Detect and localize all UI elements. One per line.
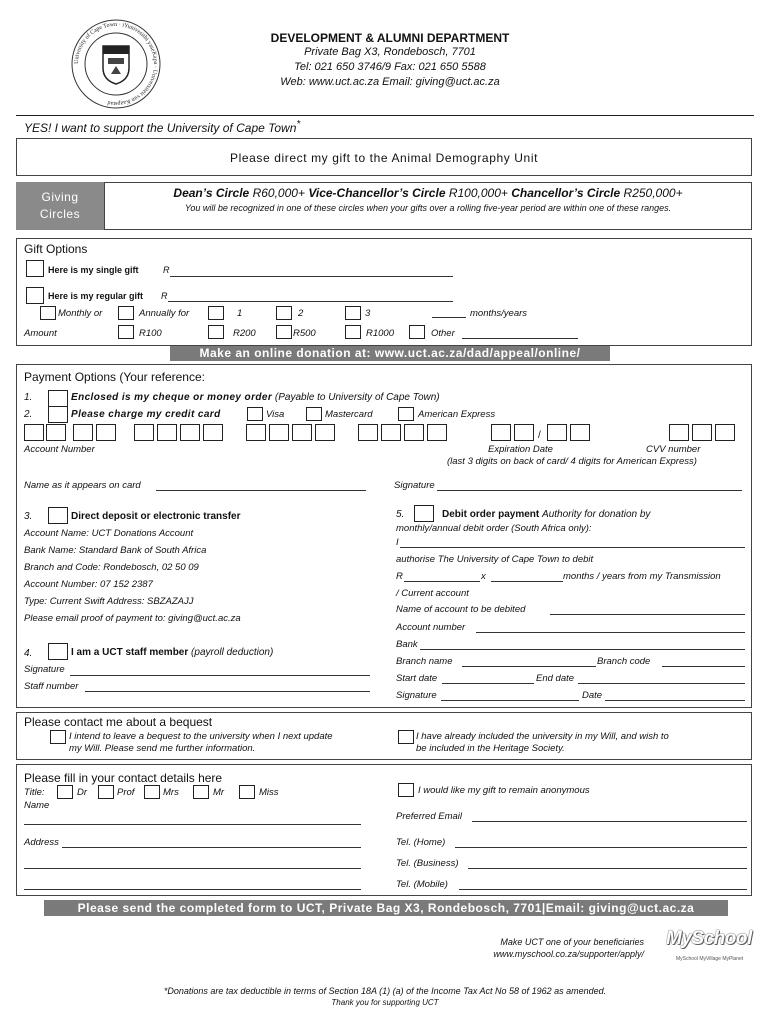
bank-line[interactable] [420,649,745,650]
card-digit[interactable] [358,424,378,441]
mr-label: Mr [213,787,225,798]
branch-code-label: Branch code [597,656,651,667]
giving-label [16,182,104,230]
current-account: / Current account [396,588,469,599]
r500-label: R500 [293,328,316,339]
bequest-included-checkbox[interactable] [398,730,414,744]
single-amount-line[interactable] [170,276,453,277]
card-signature-line[interactable] [437,490,742,491]
anonymous-checkbox[interactable] [398,783,414,797]
debit-signature-line[interactable] [441,700,579,701]
card-digit[interactable] [315,424,335,441]
myschool-line-2: www.myschool.co.za/supporter/apply/ [493,949,644,959]
dean-amount: R60,000+ [252,186,305,200]
years-2-label: 2 [298,308,304,319]
bank-name: Bank Name: Standard Bank of South Africa [24,545,207,556]
end-date-line[interactable] [578,683,745,684]
account-number-label: Account Number [24,444,95,455]
contact-title: Please fill in your contact details here [24,771,223,785]
credit-card-label: Please charge my credit card [71,409,221,420]
debit-x: x [481,571,486,582]
amex-label: American Express [418,409,496,420]
bequest-title: Please contact me about a bequest [24,715,213,729]
visa-label: Visa [266,409,285,420]
giving-label-1: Giving [41,190,79,204]
address-line-2[interactable] [24,868,361,869]
card-digit[interactable] [24,424,44,441]
title-label: Title: [24,787,45,798]
prof-label: Prof [117,787,135,798]
staff-signature-line[interactable] [70,675,370,676]
chancellor-circle: Chancellor’s Circle [511,186,621,200]
address-line-1[interactable] [62,847,361,848]
monthly-label: Monthly or [58,308,103,319]
branch-name-label: Branch name [396,656,453,667]
staff-number-label: Staff number [24,681,79,692]
bequest-included-2: be included in the Heritage Society. [416,743,565,754]
yes-text: YES! I want to support the University of Cape Town [24,121,297,135]
staff-checkbox[interactable] [48,643,68,660]
mastercard-checkbox[interactable] [306,407,322,421]
giving-label-2: Circles [39,207,81,221]
regular-gift-label: Here is my regular gift [48,291,144,301]
staff-signature-label: Signature [24,664,65,675]
anonymous-label: I would like my gift to remain anonymous [418,785,590,796]
branch-code: Branch and Code: Rondebosch, 02 50 09 [24,562,199,573]
card-digit[interactable] [73,424,93,441]
cheque-label: Enclosed is my cheque or money order [71,392,273,403]
single-gift-label: Here is my single gift [48,265,139,275]
debit-account-number-line[interactable] [476,632,745,633]
r1000-checkbox[interactable] [345,325,361,339]
debit-account-number-label: Account number [396,622,466,633]
chancellor-amount: R250,000+ [623,186,683,200]
email-label: Preferred Email [396,811,462,822]
address-line-3[interactable] [24,889,361,890]
other-amount-line[interactable] [462,338,578,339]
card-digit[interactable] [246,424,266,441]
tel-mobile-label: Tel. (Mobile) [396,879,448,890]
end-date-label: End date [536,673,575,684]
r1000-label: R1000 [366,328,394,339]
name-label: Name [24,800,50,811]
dr-label: Dr [77,787,88,798]
cvv-label: CVV number [646,444,701,455]
tel-business-label: Tel. (Business) [396,858,459,869]
miss-label: Miss [259,787,279,798]
payment-num-1: 1. [24,392,33,403]
yes-line [24,119,300,135]
start-date-label: Start date [396,673,438,684]
bank-label: Bank [396,639,418,650]
credit-card-checkbox[interactable] [48,406,68,423]
debit-signature-label: Signature [396,690,437,701]
expiry-label: Expiration Date [488,444,553,455]
debit-line [442,509,650,520]
card-digit[interactable] [292,424,312,441]
card-digit[interactable] [157,424,177,441]
dr-checkbox[interactable] [57,785,73,799]
expiry-digit[interactable] [491,424,511,441]
swift-address: Type: Current Swift Address: SBZAZAJJ [24,596,194,607]
payment-num-2: 2. [24,409,33,420]
staff-number-line[interactable] [85,691,370,692]
card-digit[interactable] [203,424,223,441]
r100-checkbox[interactable] [118,325,134,339]
svg-text:University of Cape Town · iYun: University of Cape Town · iYunivesithi yaseKapa · Universiteit van Kaapstad [73,21,159,107]
prof-checkbox[interactable] [98,785,114,799]
card-digit[interactable] [404,424,424,441]
years-2-checkbox[interactable] [276,306,292,320]
visa-checkbox[interactable] [247,407,263,421]
years-1-checkbox[interactable] [208,306,224,320]
card-digit[interactable] [96,424,116,441]
expiry-digit[interactable] [547,424,567,441]
dept-web: Web: www.uct.ac.za Email: giving@uct.ac.za [280,76,500,88]
tel-mobile-line[interactable] [459,889,747,890]
card-digit[interactable] [427,424,447,441]
regular-amount-line[interactable] [168,301,453,302]
card-digit[interactable] [180,424,200,441]
cvv-digit[interactable] [692,424,712,441]
card-digit[interactable] [46,424,66,441]
other-checkbox[interactable] [409,325,425,339]
tel-home-line[interactable] [455,847,747,848]
myschool-logo [666,928,754,974]
card-digit[interactable] [134,424,154,441]
tax-text: Donations are tax deductible in terms of Section 18A (1) (a) of the Income Tax Act No 58 of 1962 as amended. [167,986,607,996]
debit-name-line[interactable] [400,547,745,548]
debit-label: Debit order payment [442,509,540,520]
other-label: Other [431,328,455,339]
tax-asterisk: * [163,986,168,996]
acc-number: Account Number: 07 152 2387 [24,579,153,590]
direct-gift-text: Please direct my gift to the Animal Demography Unit [229,151,539,165]
giving-note: You will be recognized in one of these circles when your gifts over a rolling five-year period are within one of these ranges. [184,203,672,213]
vc-amount: R100,000+ [448,186,508,200]
staff-note: (payroll deduction) [191,647,274,658]
dean-circle: Dean’s Circle [173,186,250,200]
debit-r: R [396,571,403,582]
regular-gift-checkbox[interactable] [26,287,44,304]
years-3-checkbox[interactable] [345,306,361,320]
bequest-intend-1: I intend to leave a bequest to the university when I next update [69,731,333,742]
debit-period-line[interactable] [491,581,563,582]
online-donation-banner: Make an online donation at: www.uct.ac.za/dad/appeal/online/ [170,346,610,361]
expiry-slash: / [538,430,541,441]
tax-note [0,986,770,996]
acc-name: Account Name: UCT Donations Account [24,528,194,539]
myschool-tagline: MySchool MyVillage MyPlanet [676,956,744,962]
header-rule [16,115,754,116]
name-on-card-line[interactable] [156,490,366,491]
years-3-label: 3 [365,308,371,319]
name-line[interactable] [24,824,361,825]
mastercard-label: Mastercard [325,409,373,420]
mrs-label: Mrs [163,787,179,798]
dept-address: Private Bag X3, Rondebosch, 7701 [304,46,476,58]
cheque-note: (Payable to University of Cape Town) [274,392,440,403]
asterisk: * [296,119,301,130]
debit-date-line[interactable] [605,700,745,701]
bequest-intend-2: my Will. Please send me further information. [69,743,256,754]
dept-tel: Tel: 021 650 3746/9 Fax: 021 650 5588 [294,61,486,73]
name-on-card-label: Name as it appears on card [24,480,141,491]
uct-logo [70,18,162,110]
tel-business-line[interactable] [468,868,747,869]
bequest-included-1: I have already included the university in my Will, and wish to [416,731,669,742]
payment-num-4: 4. [24,648,33,659]
cheque-checkbox[interactable] [48,390,68,407]
annually-label: Annually for [139,308,190,319]
single-r: R [163,265,170,275]
payment-title: Payment Options (Your reference: [24,370,205,384]
direct-deposit-label: Direct deposit or electronic transfer [71,511,241,522]
vc-circle: Vice-Chancellor’s Circle [308,186,446,200]
name-account-line[interactable] [550,614,745,615]
cvv-digit[interactable] [715,424,735,441]
months-trans: months / years from my Transmission [563,571,721,582]
mrs-checkbox[interactable] [144,785,160,799]
direct-deposit-checkbox[interactable] [48,507,68,524]
debit-amount-line[interactable] [404,581,480,582]
regular-r: R [161,291,168,301]
staff-line [71,647,273,658]
monthly-checkbox[interactable] [40,306,56,320]
thanks-note: Thank you for supporting UCT [331,998,439,1007]
payment-num-5: 5. [396,509,405,520]
dept-title: DEVELOPMENT & ALUMNI DEPARTMENT [270,31,510,45]
months-years-line[interactable] [432,317,466,318]
card-digit[interactable] [381,424,401,441]
miss-checkbox[interactable] [239,785,255,799]
r500-checkbox[interactable] [276,325,292,339]
annually-checkbox[interactable] [118,306,134,320]
proof-email: Please email proof of payment to: giving@uct.ac.za [24,613,241,624]
cheque-line [71,392,440,403]
payment-num-3: 3. [24,511,33,522]
myschool-logo-text: MySchool [666,928,752,949]
months-years-label: months/years [470,308,528,319]
myschool-line-1: Make UCT one of your beneficiaries [500,937,644,947]
debit-date-label: Date [582,690,603,701]
address-label: Address [24,837,59,848]
email-line[interactable] [472,821,747,822]
debit-I: I [396,537,399,548]
branch-name-line[interactable] [462,666,596,667]
single-gift-checkbox[interactable] [26,260,44,277]
mr-checkbox[interactable] [193,785,209,799]
bequest-intend-checkbox[interactable] [50,730,66,744]
expiry-digit[interactable] [570,424,590,441]
debit-note-1: Authority for donation by [542,509,651,520]
years-1-label: 1 [237,308,243,319]
r100-label: R100 [139,328,162,339]
send-form-banner: Please send the completed form to UCT, Private Bag X3, Rondebosch, 7701|Email: giving@uct.ac.za [44,900,728,916]
authorise-text: authorise The University of Cape Town to debit [396,554,594,565]
debit-order-checkbox[interactable] [414,505,434,522]
cvv-digit[interactable] [669,424,689,441]
card-digit[interactable] [269,424,289,441]
giving-levels [104,186,752,200]
branch-code-line[interactable] [662,666,745,667]
debit-note-2: monthly/annual debit order (South Africa only): [396,523,592,534]
expiry-digit[interactable] [514,424,534,441]
amex-checkbox[interactable] [398,407,414,421]
name-account-label: Name of account to be debited [396,604,526,615]
staff-label: I am a UCT staff member [71,647,189,658]
start-date-line[interactable] [442,683,534,684]
card-signature-label: Signature [394,480,435,491]
gift-options-title: Gift Options [24,242,88,256]
cvv-note: (last 3 digits on back of card/ 4 digits for American Express) [447,456,697,467]
tel-home-label: Tel. (Home) [396,837,446,848]
r200-label: R200 [233,328,256,339]
amount-label: Amount [24,328,57,339]
r200-checkbox[interactable] [208,325,224,339]
